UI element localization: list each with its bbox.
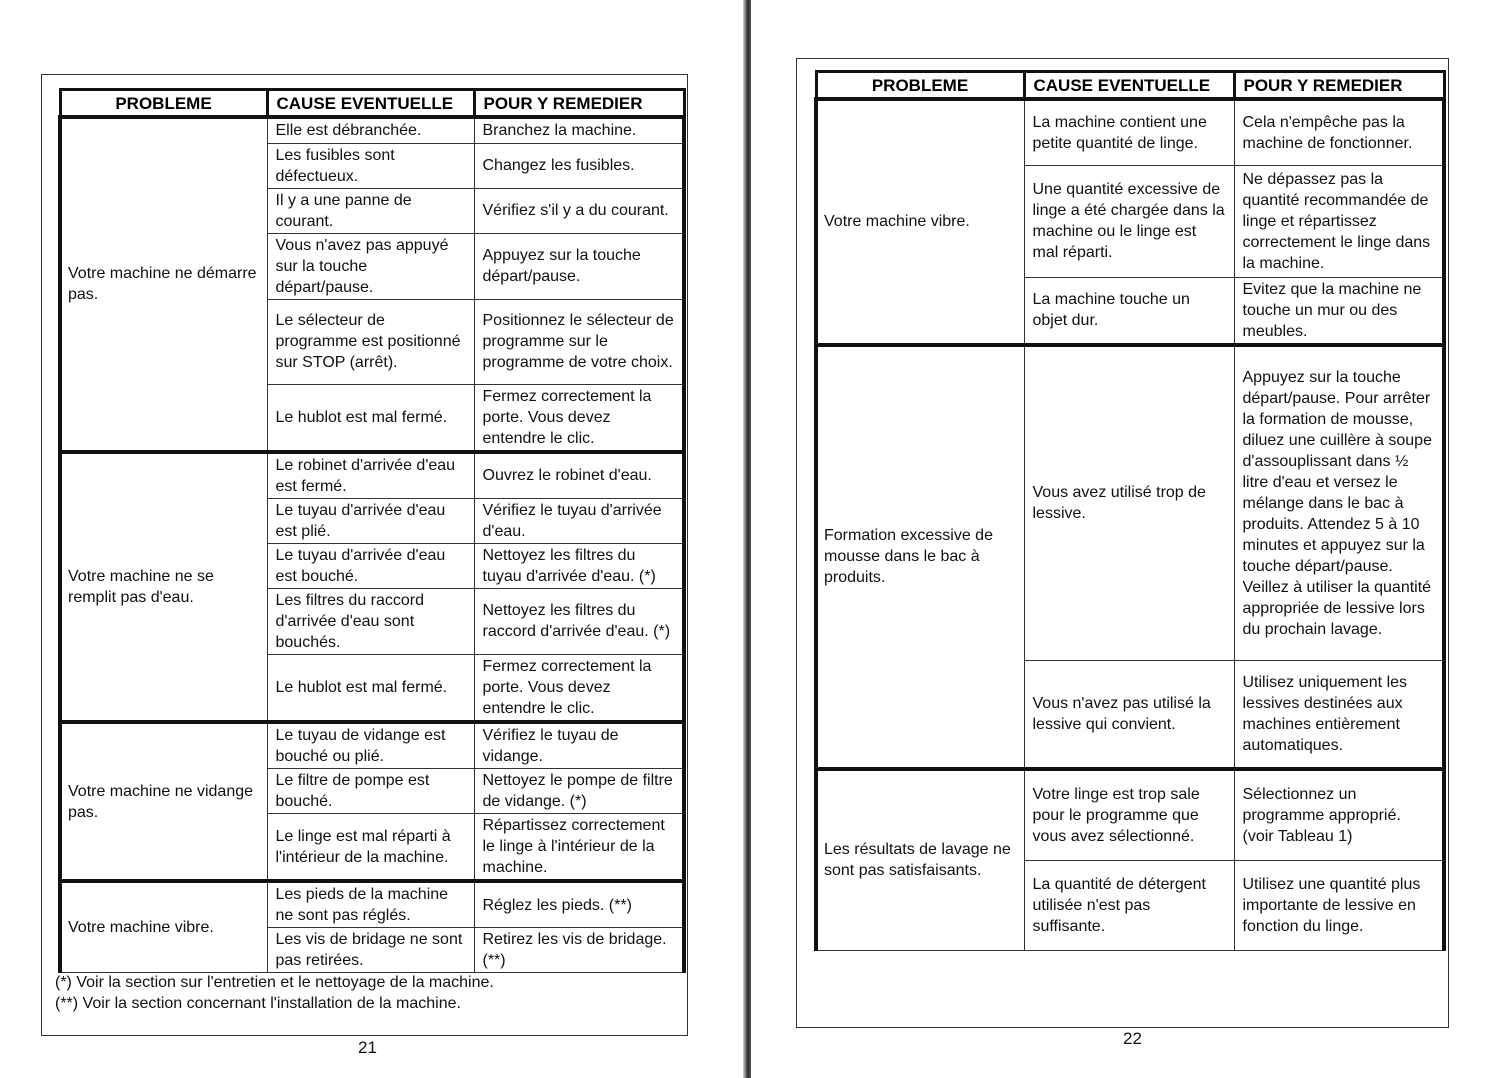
- problem-cell: Votre machine ne démarre pas.: [60, 117, 267, 452]
- remedy-cell: Nettoyez le pompe de filtre de vidange. (*): [474, 769, 684, 814]
- problem-cell: Votre machine vibre.: [60, 881, 267, 973]
- remedy-cell: Vérifiez s'il y a du courant.: [474, 188, 684, 233]
- right-troubleshooting-table: [814, 70, 1446, 951]
- cause-cell: Une quantité excessive de linge a été chargée dans la machine ou le linge est mal réparti.: [1024, 165, 1234, 277]
- cause-cell: Le hublot est mal fermé.: [267, 384, 474, 452]
- problem-cell: Votre machine ne se remplit pas d'eau.: [60, 452, 267, 723]
- problem-cell: Votre machine ne vidange pas.: [60, 722, 267, 881]
- remedy-cell: Cela n'empêche pas la machine de fonctionner.: [1234, 99, 1444, 165]
- header-problem: PROBLEME: [60, 90, 267, 118]
- problem-cell: Formation excessive de mousse dans le bac à produits.: [816, 345, 1024, 769]
- cause-cell: La machine contient une petite quantité de linge.: [1024, 99, 1234, 165]
- footnote: (**) Voir la section concernant l'installation de la machine.: [55, 995, 461, 1012]
- remedy-cell: Ne dépassez pas la quantité recommandée de linge et répartissez correctement le linge dans la machine.: [1234, 165, 1444, 277]
- remedy-cell: Positionnez le sélecteur de programme sur le programme de votre choix.: [474, 299, 684, 384]
- table-row: [816, 99, 1444, 165]
- page-number-right: 22: [1123, 1029, 1142, 1048]
- cause-cell: Le robinet d'arrivée d'eau est fermé.: [267, 452, 474, 499]
- header-cause: CAUSE EVENTUELLE: [267, 90, 474, 118]
- footnote: (*) Voir la section sur l'entretien et le nettoyage de la machine.: [55, 974, 494, 991]
- remedy-cell: Vérifiez le tuyau d'arrivée d'eau.: [474, 498, 684, 543]
- remedy-cell: Réglez les pieds. (**): [474, 881, 684, 928]
- remedy-cell: Nettoyez les filtres du raccord d'arrivée d'eau. (*): [474, 588, 684, 654]
- cause-cell: Le tuyau de vidange est bouché ou plié.: [267, 722, 474, 769]
- remedy-cell: Appuyez sur la touche départ/pause.: [474, 233, 684, 299]
- table-row: [816, 769, 1444, 861]
- book-spine: [743, 0, 751, 1078]
- table-row: [60, 881, 684, 928]
- remedy-cell: Evitez que la machine ne touche un mur ou des meubles.: [1234, 277, 1444, 345]
- cause-cell: Le linge est mal réparti à l'intérieur de la machine.: [267, 814, 474, 882]
- cause-cell: Elle est débranchée.: [267, 117, 474, 143]
- remedy-cell: Retirez les vis de bridage. (**): [474, 928, 684, 973]
- cause-cell: Vous n'avez pas appuyé sur la touche départ/pause.: [267, 233, 474, 299]
- cause-cell: Le sélecteur de programme est positionné sur STOP (arrêt).: [267, 299, 474, 384]
- cause-cell: Les fusibles sont défectueux.: [267, 143, 474, 188]
- table-row: [816, 345, 1444, 661]
- remedy-cell: Sélectionnez un programme approprié. (voir Tableau 1): [1234, 769, 1444, 861]
- table-row: [60, 452, 684, 499]
- remedy-cell: Fermez correctement la porte. Vous devez entendre le clic.: [474, 384, 684, 452]
- left-troubleshooting-table: [58, 88, 686, 973]
- cause-cell: Votre linge est trop sale pour le programme que vous avez sélectionné.: [1024, 769, 1234, 861]
- header-problem: PROBLEME: [816, 72, 1024, 100]
- remedy-cell: Utilisez une quantité plus importante de lessive en fonction du linge.: [1234, 861, 1444, 951]
- cause-cell: Vous avez utilisé trop de lessive.: [1024, 345, 1234, 661]
- right-table-body: [816, 99, 1444, 951]
- remedy-cell: Changez les fusibles.: [474, 143, 684, 188]
- cause-cell: Le tuyau d'arrivée d'eau est plié.: [267, 498, 474, 543]
- problem-cell: Les résultats de lavage ne sont pas satisfaisants.: [816, 769, 1024, 951]
- remedy-cell: Utilisez uniquement les lessives destinées aux machines entièrement automatiques.: [1234, 661, 1444, 769]
- remedy-cell: Vérifiez le tuyau de vidange.: [474, 722, 684, 769]
- cause-cell: Le tuyau d'arrivée d'eau est bouché.: [267, 543, 474, 588]
- cause-cell: Les filtres du raccord d'arrivée d'eau sont bouchés.: [267, 588, 474, 654]
- table-row: [60, 117, 684, 143]
- header-remedy: POUR Y REMEDIER: [474, 90, 684, 118]
- header-cause: CAUSE EVENTUELLE: [1024, 72, 1234, 100]
- remedy-cell: Branchez la machine.: [474, 117, 684, 143]
- remedy-cell: Nettoyez les filtres du tuyau d'arrivée d'eau. (*): [474, 543, 684, 588]
- header-remedy: POUR Y REMEDIER: [1234, 72, 1444, 100]
- cause-cell: Les vis de bridage ne sont pas retirées.: [267, 928, 474, 973]
- remedy-cell: Répartissez correctement le linge à l'intérieur de la machine.: [474, 814, 684, 882]
- cause-cell: La quantité de détergent utilisée n'est pas suffisante.: [1024, 861, 1234, 951]
- cause-cell: Le hublot est mal fermé.: [267, 654, 474, 722]
- cause-cell: Il y a une panne de courant.: [267, 188, 474, 233]
- remedy-cell: Fermez correctement la porte. Vous devez entendre le clic.: [474, 654, 684, 722]
- remedy-cell: Ouvrez le robinet d'eau.: [474, 452, 684, 499]
- cause-cell: Le filtre de pompe est bouché.: [267, 769, 474, 814]
- cause-cell: Les pieds de la machine ne sont pas réglés.: [267, 881, 474, 928]
- left-table-body: [60, 117, 684, 973]
- cause-cell: La machine touche un objet dur.: [1024, 277, 1234, 345]
- problem-cell: Votre machine vibre.: [816, 99, 1024, 345]
- remedy-cell: Appuyez sur la touche départ/pause. Pour arrêter la formation de mousse, diluez une cuillère à soupe d'assouplissant dans ½ litre d'eau et versez le mélange dans le bac à produits. Attendez 5 à 10 minutes et appuyez sur la touche départ/pause. Veillez à utiliser la quantité appropriée de lessive lors du prochain lavage.: [1234, 345, 1444, 661]
- table-row: [60, 722, 684, 769]
- page-number-left: 21: [358, 1038, 377, 1057]
- left-footnotes: [55, 972, 675, 1014]
- cause-cell: Vous n'avez pas utilisé la lessive qui convient.: [1024, 661, 1234, 769]
